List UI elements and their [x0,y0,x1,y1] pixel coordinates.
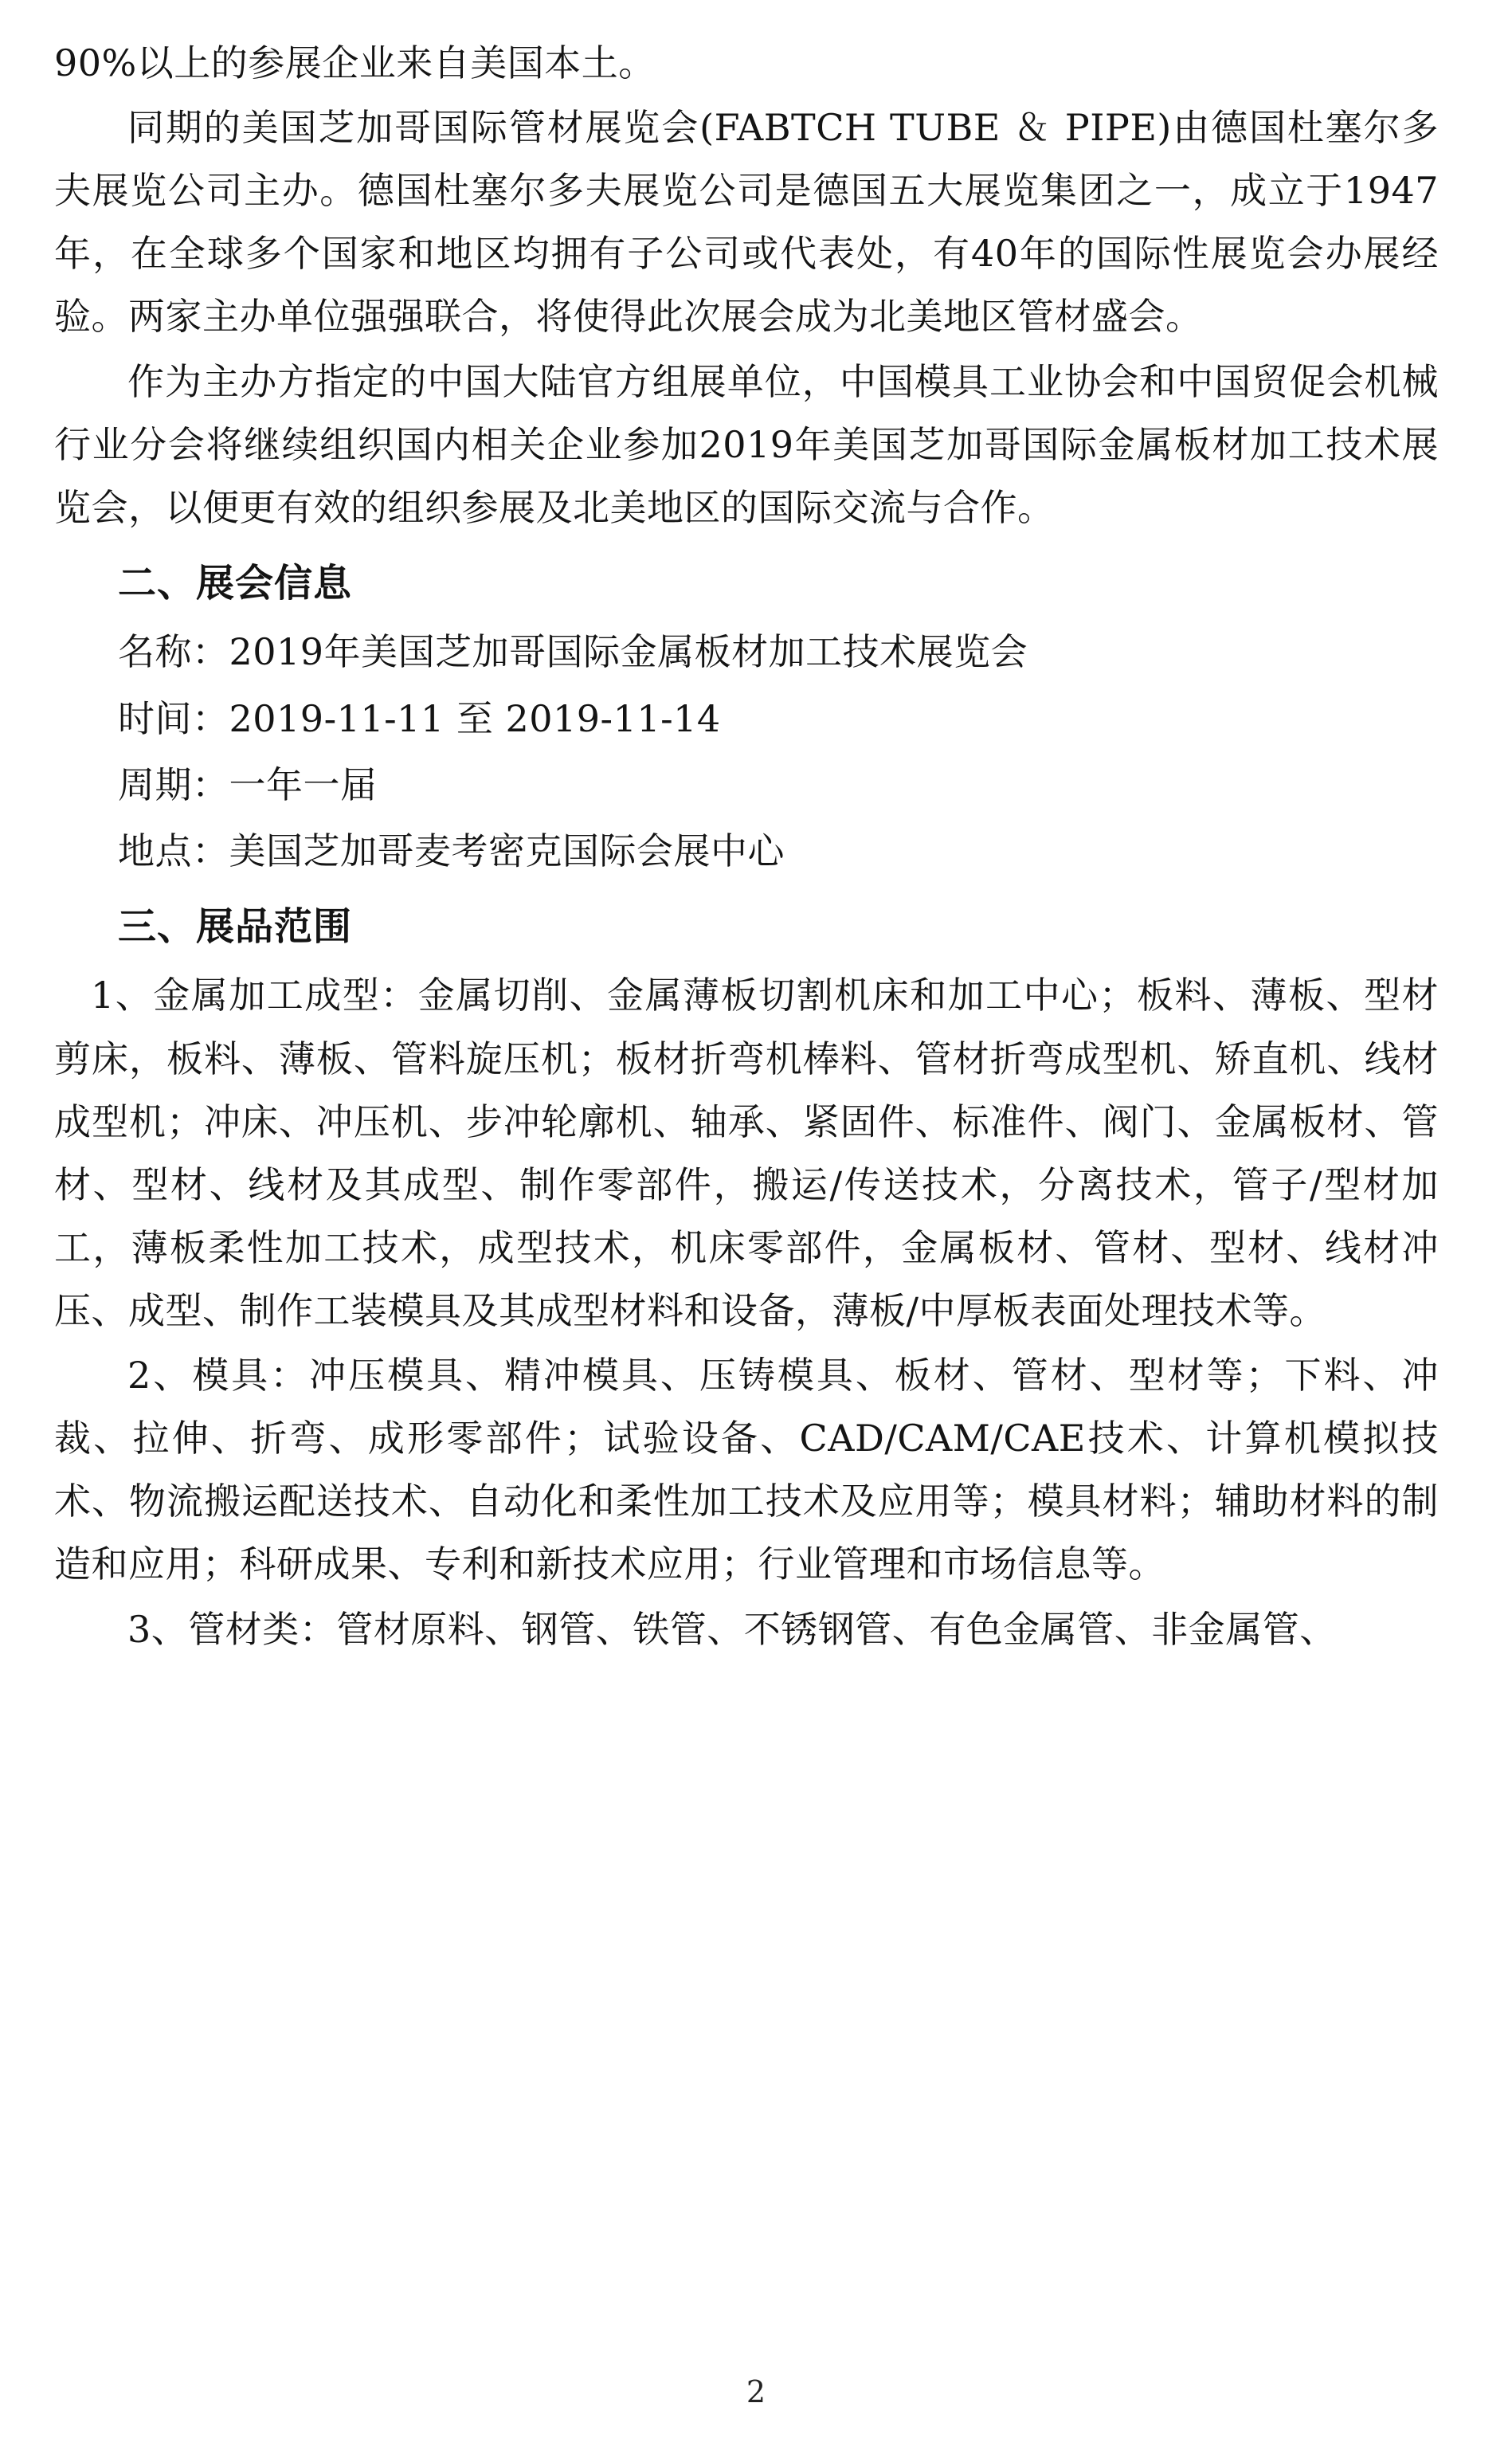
info-line-venue: 地点：美国芝加哥麦考密克国际会展中心 [118,829,785,872]
info-line-date: 时间：2019-11-11 至 2019-11-14 [118,696,721,740]
page-number: 2 [746,2374,766,2409]
exhibit-item-tube-materials: 3、管材类：管材原料、钢管、铁管、不锈钢管、有色金属管、非金属管、 [127,1607,1337,1651]
paragraph-china-delegation: 作为主办方指定的中国大陆官方组展单位，中国模具工业协会和中国贸促会机械行业分会将继续组织国内相关企业参加2019年美国芝加哥国际金属板材加工技术展览会，以便更有效的组织参展及北美地区的国际交流与合作。 [54,359,1439,529]
section-heading-exhibit-scope: 三、展品范围 [118,904,353,949]
info-line-name: 名称：2019年美国芝加哥国际金属板材加工技术展览会 [118,630,1028,674]
paragraph-organizer-info: 同期的美国芝加哥国际管材展览会(FABTCH TUBE ＆ PIPE)由德国杜塞尔多夫展览公司主办。德国杜塞尔多夫展览公司是德国五大展览集团之一，成立于1947年，在全球多个国家和地区均拥有子公司或代表处，有40年的国际性展览会办展经验。两家主办单位强强联合，将使得此次展会成为北美地区管材盛会。 [54,106,1439,339]
paragraph-opening: 90%以上的参展企业来自美国本土。 [54,41,656,84]
info-line-cycle: 周期：一年一届 [118,762,378,806]
exhibit-item-dies-molds: 2、模具：冲压模具、精冲模具、压铸模具、板材、管材、型材等；下料、冲裁、拉伸、折弯、成形零部件；试验设备、CAD/CAM/CAE技术、计算机模拟技术、物流搬运配送技术、自动化和柔性加工技术及应用等；模具材料；辅助材料的制造和应用；科研成果、专利和新技术应用；行业管理和市场信息等。 [54,1354,1439,1586]
exhibit-item-metal-forming: 1、金属加工成型：金属切削、金属薄板切割机床和加工中心；板料、薄板、型材剪床，板料、薄板、管料旋压机；板材折弯机棒料、管材折弯成型机、矫直机、线材成型机；冲床、冲压机、步冲轮廓机、轴承、紧固件、标准件、阀门、金属板材、管材、型材、线材及其成型、制作零部件，搬运/传送技术，分离技术，管子/型材加工，薄板柔性加工技术，成型技术，机床零部件，金属板材、管材、型材、线材冲压、成型、制作工装模具及其成型材料和设备，薄板/中厚板表面处理技术等。 [54,974,1439,1332]
section-heading-exhibition-info: 二、展会信息 [118,560,353,606]
document-body [54,32,1439,1661]
